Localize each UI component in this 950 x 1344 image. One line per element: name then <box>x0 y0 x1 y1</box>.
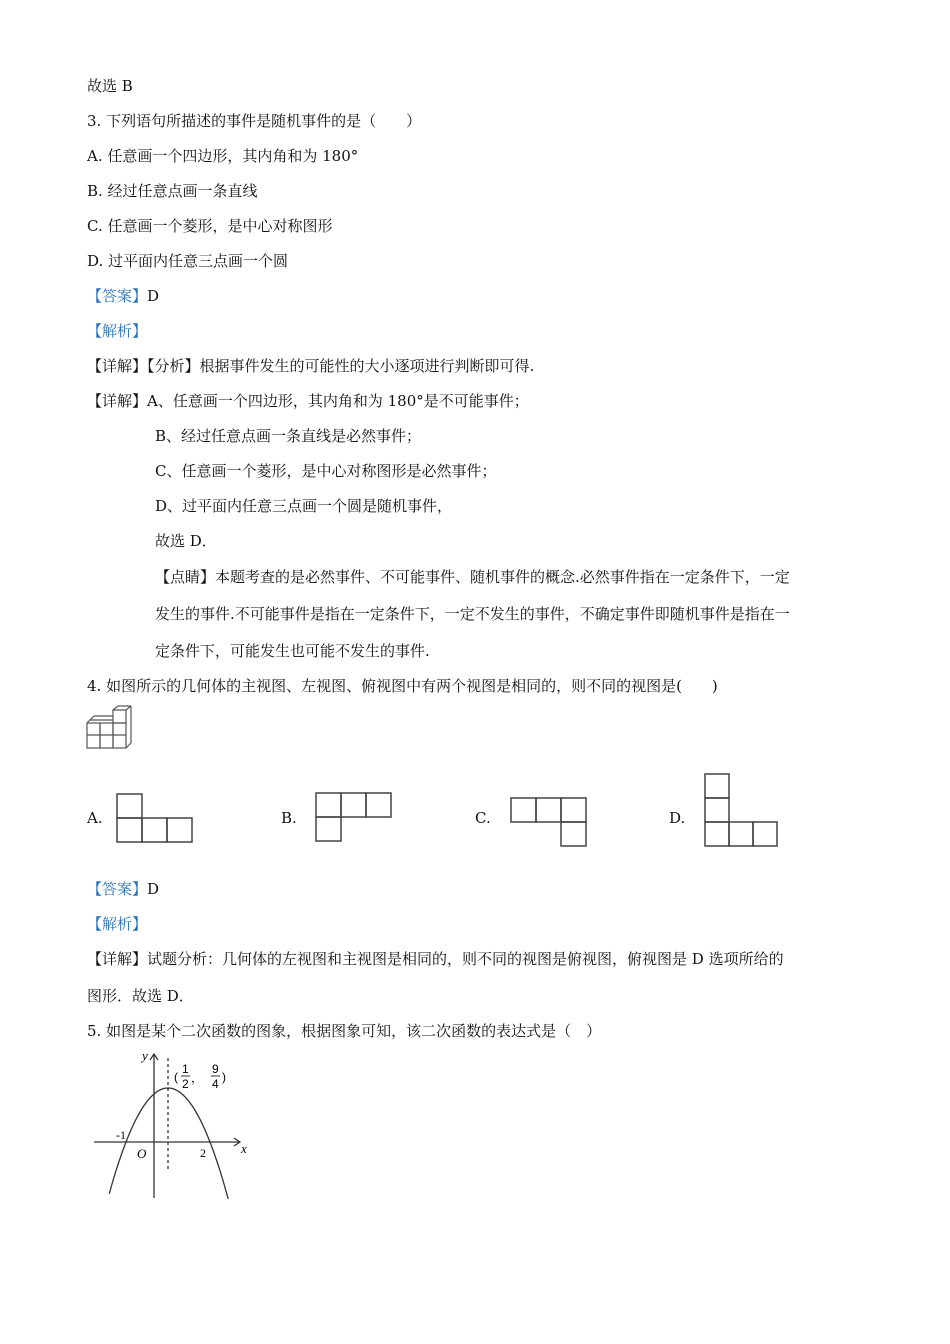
analysis-tag: 【解析】 <box>87 915 148 933</box>
text-line: 故选 D． <box>155 532 217 550</box>
option-c: C. 任意画一个菱形，是中心对称图形 <box>87 217 333 235</box>
q4-option-c-label: C. <box>475 809 491 827</box>
parabola-graph <box>90 1050 260 1200</box>
x-label: x <box>241 1141 247 1156</box>
paren: ( <box>174 1070 178 1084</box>
text-line: 【详解】A、任意画一个四边形，其内角和为 180°是不可能事件； <box>87 392 529 410</box>
parabola-curve <box>109 1088 228 1199</box>
root-label-neg1: -1 <box>116 1128 126 1142</box>
root-label-2: 2 <box>200 1146 206 1160</box>
option-d: D. 过平面内任意三点画一个圆 <box>87 252 289 270</box>
answer-tag: 【答案】 <box>87 880 148 898</box>
text-line: 图形．故选 D． <box>87 987 194 1005</box>
view-option-d <box>704 773 786 849</box>
question-3: 3. 下列语句所描述的事件是随机事件的是（ ） <box>87 112 422 130</box>
vy-num: 9 <box>212 1062 219 1076</box>
analysis-tag: 【解析】 <box>87 322 148 340</box>
vertex-label <box>174 1062 226 1091</box>
view-option-b <box>315 792 395 844</box>
view-option-c <box>510 797 590 849</box>
q4-option-a-label: A. <box>87 809 103 827</box>
vy-den: 4 <box>212 1077 219 1091</box>
answer-value: D <box>147 287 160 305</box>
option-b: B. 经过任意点画一条直线 <box>87 182 258 200</box>
answer-tag: 【答案】 <box>87 287 148 305</box>
question-5: 5. 如图是某个二次函数的图象，根据图象可知，该二次函数的表达式是（ ） <box>87 1022 602 1040</box>
origin-label: O <box>137 1146 147 1161</box>
answer-value: D <box>147 880 160 898</box>
question-4: 4. 如图所示的几何体的主视图、左视图、俯视图中有两个视图是相同的，则不同的视图是( ) <box>87 677 718 695</box>
comma: ， <box>191 1071 204 1085</box>
answer-line <box>87 879 159 899</box>
q4-option-b-label: B. <box>281 809 297 827</box>
q4-option-d-label: D. <box>669 809 686 827</box>
solid-figure <box>86 706 148 750</box>
text-line: 【详解】试题分析：几何体的左视图和主视图是相同的，则不同的视图是俯视图，俯视图是 D 选项所给的 <box>87 950 784 968</box>
text-line: B、经过任意点画一条直线是必然事件； <box>155 427 422 445</box>
text-line: 发生的事件.不可能事件是指在一定条件下，一定不发生的事件，不确定事件即随机事件是指在一 <box>155 605 790 623</box>
vx-den: 2 <box>182 1077 189 1091</box>
vx-num: 1 <box>182 1062 189 1076</box>
text-line: 故选 B <box>87 77 133 95</box>
paren: ) <box>222 1070 226 1084</box>
text-line: 【点睛】本题考查的是必然事件、不可能事件、随机事件的概念.必然事件指在一定条件下，一定 <box>155 568 790 586</box>
answer-line <box>87 286 159 306</box>
text-line: 定条件下，可能发生也可能不发生的事件. <box>155 642 430 660</box>
text-line: 【详解】【分析】根据事件发生的可能性的大小逐项进行判断即可得. <box>87 357 535 375</box>
option-a: A. 任意画一个四边形，其内角和为 180° <box>87 147 359 165</box>
text-line: D、过平面内任意三点画一个圆是随机事件， <box>155 497 453 515</box>
view-option-a <box>116 793 196 845</box>
text-line: C、任意画一个菱形，是中心对称图形是必然事件； <box>155 462 497 480</box>
y-label: y <box>142 1048 148 1063</box>
